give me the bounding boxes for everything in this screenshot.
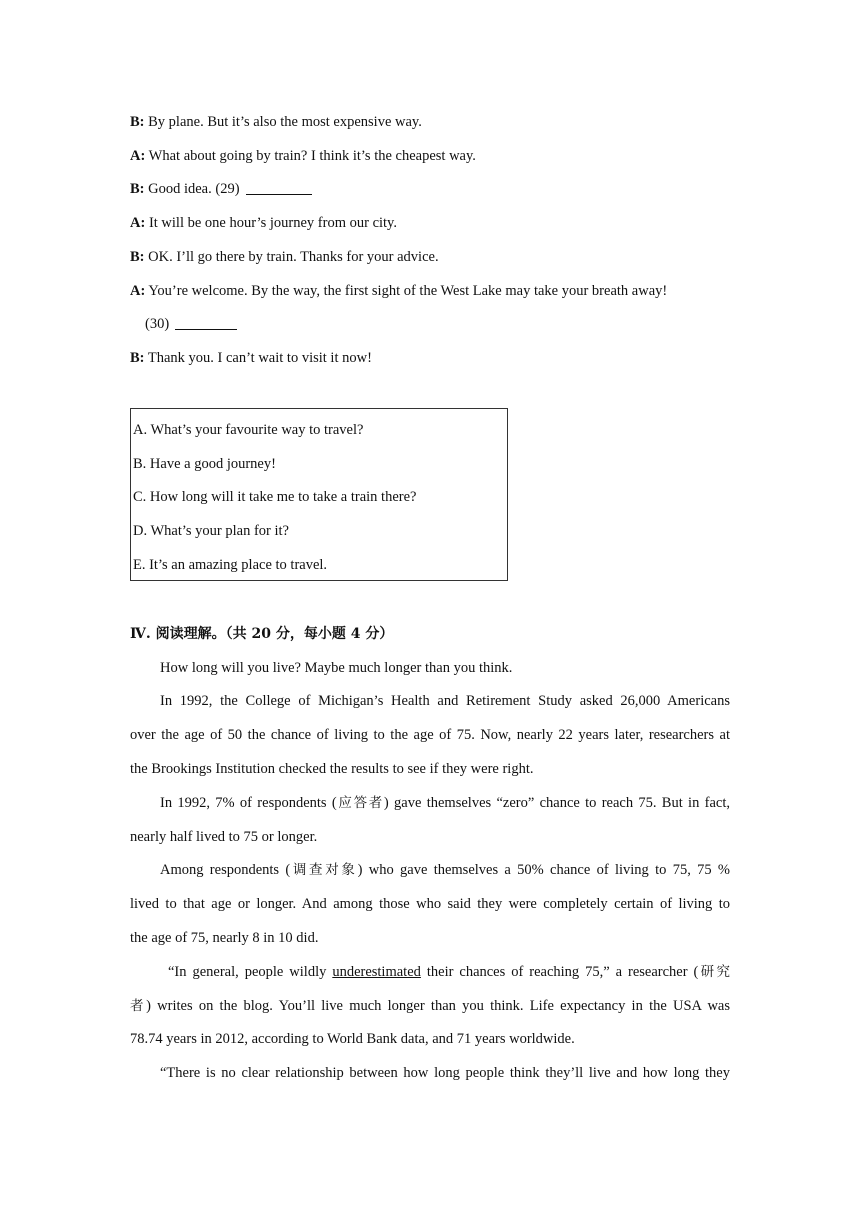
passage-p2-line-1: In 1992, the College of Michigan’s Health and Retirement Study asked 26,000 Americans [160,693,730,709]
option-a: A. What’s your favourite way to travel? [133,422,364,438]
gloss-cjk: 者 [130,998,147,1014]
option-c: C. How long will it take me to take a train there? [133,489,417,505]
dialogue-text: What about going by train? I think it’s the cheapest way. [145,148,476,164]
passage-text: Among respondents ( [160,862,291,878]
gloss-cjk: 应答者 [336,795,384,811]
dialogue-line-6 [130,281,667,301]
gloss-cjk: 研究 [698,964,730,980]
dialogue-text: You’re welcome. By the way, the first sight of the West Lake may take your breath away! [145,283,668,299]
passage-p4-line-1 [160,860,730,880]
option-b: B. Have a good journey! [133,456,276,472]
passage-text: ) who gave themselves a 50% chance of living to 75, 75 % [357,862,731,878]
answer-blank-29[interactable] [246,180,312,195]
dialogue-text: Thank you. I can’t wait to visit it now! [144,350,372,366]
dialogue-line-8 [130,348,372,368]
speaker-label: A: [130,148,146,164]
dialogue-text: It will be one hour’s journey from our city. [145,215,397,231]
underlined-word: underestimated [332,964,421,980]
answer-blank-30[interactable] [175,315,237,330]
dialogue-text: By plane. But it’s also the most expensive way. [144,114,422,130]
passage-text: In 1992, 7% of respondents ( [160,795,337,811]
passage-p6-line-1: “There is no clear relationship between how long people think they’ll live and how long they [160,1065,730,1081]
passage-p4-line-2: lived to that age or longer. And among those who said they were completely certain of living to [130,896,730,912]
passage-text: ) gave themselves “zero” chance to reach 75. But in fact, [383,795,730,811]
options-box [130,408,508,581]
dialogue-text: Good idea. (29) [144,181,240,197]
passage-text: ) writes on the blog. You’ll live much longer than you think. Life expectancy in the USA was [146,998,730,1014]
speaker-label: A: [130,283,146,299]
passage-p4-line-3: the age of 75, nearly 8 in 10 did. [130,930,319,946]
passage-p5-line-3: 78.74 years in 2012, according to World Bank data, and 71 years worldwide. [130,1031,575,1047]
passage-paragraph-1: How long will you live? Maybe much longer than you think. [160,660,513,676]
dialogue-line-1 [130,112,422,132]
passage-p2-line-2: over the age of 50 the chance of living to the age of 75. Now, nearly 22 years later, researchers at [130,727,730,743]
gloss-cjk: 调查对象 [290,862,358,878]
passage-p2-line-3: the Brookings Institution checked the results to see if they were right. [130,761,534,777]
dialogue-line-7 [145,314,237,334]
passage-p3-line-2: nearly half lived to 75 or longer. [130,829,318,845]
dialogue-line-4 [130,213,397,233]
passage-p5-line-1 [168,962,730,982]
dialogue-line-5 [130,247,439,267]
speaker-label: A: [130,215,146,231]
option-e: E. It’s an amazing place to travel. [133,557,328,573]
speaker-label: B: [130,181,145,197]
speaker-label: B: [130,350,145,366]
passage-text: “In general, people wildly [168,964,333,980]
section-heading: Ⅳ. 阅读理解。（共 20 分，每小题 4 分） [130,626,394,642]
option-d: D. What’s your plan for it? [133,523,289,539]
dialogue-text: (30) [145,316,170,332]
passage-text: their chances of reaching 75,” a researcher ( [420,964,699,980]
speaker-label: B: [130,249,145,265]
passage-p5-line-2 [130,996,730,1016]
dialogue-text: OK. I’ll go there by train. Thanks for your advice. [144,249,439,265]
passage-p3-line-1 [160,793,730,813]
dialogue-line-2 [130,146,476,166]
speaker-label: B: [130,114,145,130]
dialogue-line-3 [130,179,312,199]
